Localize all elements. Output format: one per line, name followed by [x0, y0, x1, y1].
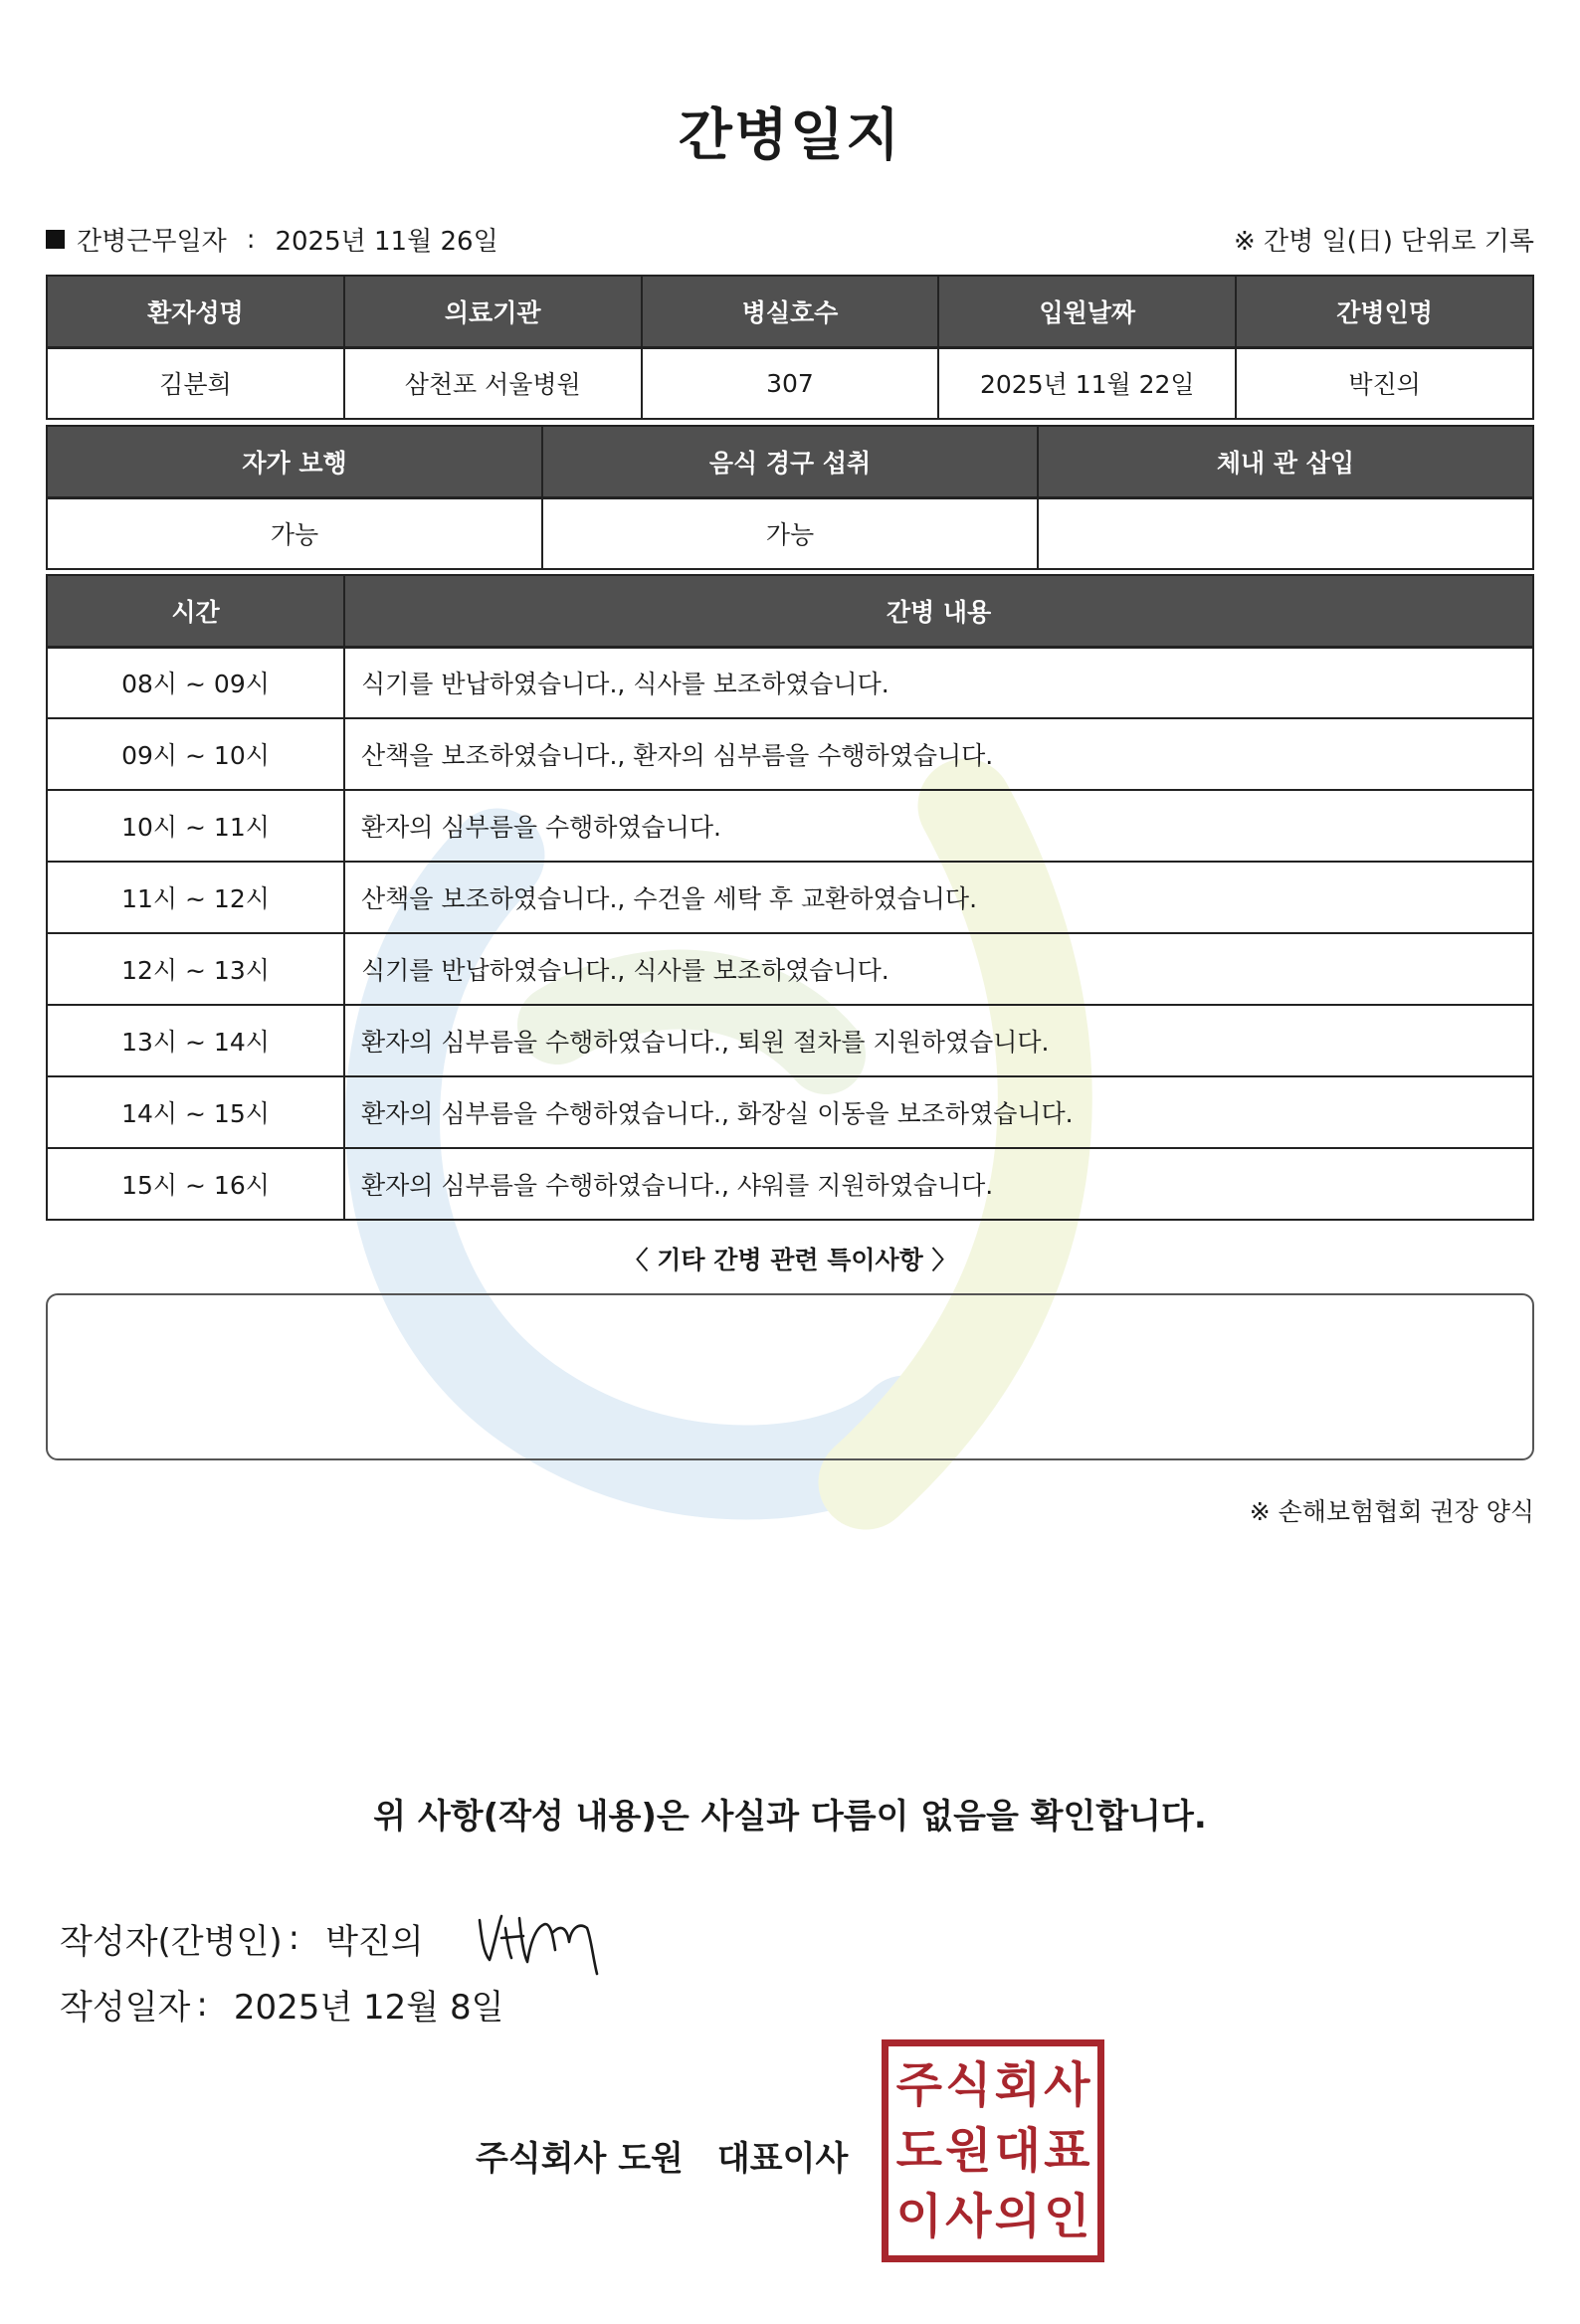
log-time: 12시 ~ 13시	[47, 933, 344, 1005]
page-title: 간병일지	[678, 103, 902, 168]
tube-insertion	[1038, 497, 1533, 569]
log-time: 09시 ~ 10시	[47, 718, 344, 790]
writer-row	[60, 1898, 621, 1978]
table-row	[47, 647, 1533, 718]
log-time: 10시 ~ 11시	[47, 790, 344, 862]
header-time: 시간	[47, 575, 344, 647]
unit-note: ※ 간병 일(日) 단위로 기록	[1233, 227, 1534, 257]
log-time: 15시 ~ 16시	[47, 1148, 344, 1220]
log-content: 환자의 심부름을 수행하였습니다., 퇴원 절차를 지원하였습니다.	[344, 1005, 1533, 1076]
header-admission-date: 입원날짜	[938, 276, 1236, 347]
table-row	[47, 1076, 1533, 1148]
confirmation-statement: 위 사항(작성 내용)은 사실과 다름이 없음을 확인합니다.	[373, 1797, 1207, 1837]
header-room-number: 병실호수	[642, 276, 939, 347]
square-bullet-icon	[46, 230, 65, 249]
meta-row	[46, 221, 1534, 261]
header-hospital: 의료기관	[344, 276, 642, 347]
patient-name: 김분희	[47, 347, 344, 419]
company-name: 주식회사 도원	[476, 2139, 684, 2179]
oral-intake: 가능	[542, 497, 1038, 569]
care-date-separator: :	[246, 224, 256, 255]
log-time: 11시 ~ 12시	[47, 862, 344, 933]
written-date-separator: :	[196, 1984, 208, 2025]
header-oral-intake: 음식 경구 섭취	[542, 426, 1038, 497]
handwritten-signature	[472, 1898, 621, 1978]
table-row	[47, 933, 1533, 1005]
log-content: 환자의 심부름을 수행하였습니다., 샤워를 지원하였습니다.	[344, 1148, 1533, 1220]
room-number: 307	[642, 347, 939, 419]
form-source-note: ※ 손해보험협회 권장 양식	[1249, 1497, 1534, 1526]
patient-info-table	[46, 275, 1534, 420]
table-row	[47, 862, 1533, 933]
header-patient-name: 환자성명	[47, 276, 344, 347]
table-row	[47, 497, 1533, 569]
table-header-row	[47, 575, 1533, 647]
writer-label: 작성자(간병인)	[60, 1921, 283, 1962]
header-care-content: 간병 내용	[344, 575, 1533, 647]
company-signoff	[476, 2131, 848, 2180]
header-self-walking: 자가 보행	[47, 426, 542, 497]
log-content: 환자의 심부름을 수행하였습니다., 화장실 이동을 보조하였습니다.	[344, 1076, 1533, 1148]
written-date-value: 2025년 12월 8일	[233, 1988, 504, 2028]
header-caregiver-name: 간병인명	[1236, 276, 1533, 347]
log-content: 환자의 심부름을 수행하였습니다.	[344, 790, 1533, 862]
care-date-value: 2025년 11월 26일	[275, 227, 498, 257]
log-time: 14시 ~ 15시	[47, 1076, 344, 1148]
writer-separator: :	[288, 1918, 300, 1958]
writer-name: 박진의	[325, 1921, 424, 1962]
care-date	[46, 221, 498, 258]
written-date-label: 작성일자	[60, 1988, 191, 2028]
care-log-table	[46, 574, 1534, 1221]
table-row	[47, 718, 1533, 790]
notes-title: 〈 기타 간병 관련 특이사항 〉	[623, 1246, 957, 1274]
table-header-row	[47, 426, 1533, 497]
log-content: 산책을 보조하였습니다., 수건을 세탁 후 교환하였습니다.	[344, 862, 1533, 933]
log-content: 산책을 보조하였습니다., 환자의 심부름을 수행하였습니다.	[344, 718, 1533, 790]
care-date-label: 간병근무일자	[77, 227, 227, 257]
notes-box	[46, 1293, 1534, 1460]
log-content: 식기를 반납하였습니다., 식사를 보조하였습니다.	[344, 647, 1533, 718]
caregiver-name: 박진의	[1236, 347, 1533, 419]
log-content: 식기를 반납하였습니다., 식사를 보조하였습니다.	[344, 933, 1533, 1005]
patient-status-table	[46, 425, 1534, 570]
company-seal-stamp: 주 식 회 사 도 원 대 표 이 사 의 인	[882, 2039, 1104, 2262]
table-row	[47, 347, 1533, 419]
table-row	[47, 790, 1533, 862]
written-date-row	[60, 1980, 503, 2029]
log-time: 13시 ~ 14시	[47, 1005, 344, 1076]
table-row	[47, 1148, 1533, 1220]
hospital: 삼천포 서울병원	[344, 347, 642, 419]
log-time: 08시 ~ 09시	[47, 647, 344, 718]
header-tube-insertion: 체내 관 삽입	[1038, 426, 1533, 497]
company-title: 대표이사	[716, 2139, 849, 2179]
table-header-row	[47, 276, 1533, 347]
admission-date: 2025년 11월 22일	[938, 347, 1236, 419]
self-walking: 가능	[47, 497, 542, 569]
table-row	[47, 1005, 1533, 1076]
